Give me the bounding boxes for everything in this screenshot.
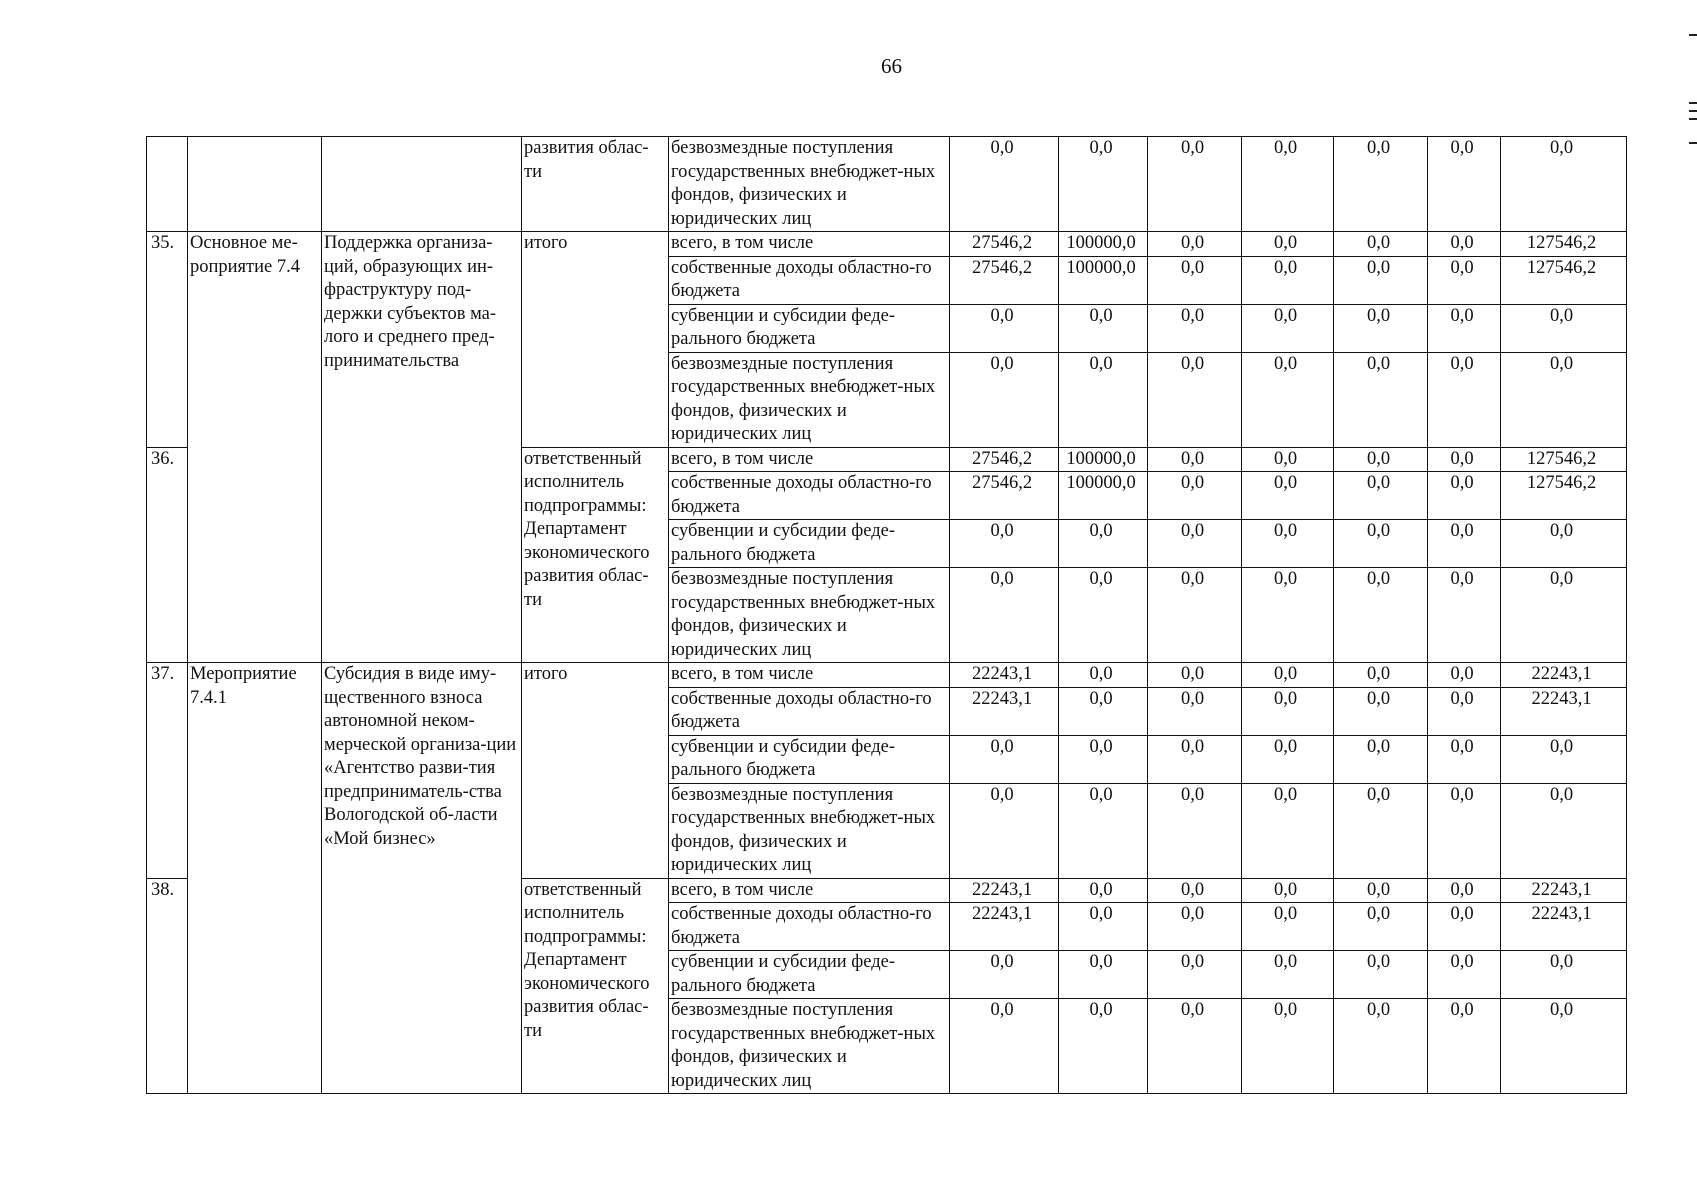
value-cell: 0,0 <box>1059 352 1148 447</box>
funding-source-cell: безвозмездные поступления государственных внебюджет-ных фондов, физических и юридических лиц <box>669 999 950 1094</box>
value-cell: 100000,0 <box>1059 256 1148 304</box>
measure-cell: Основное ме-роприятие 7.4 <box>188 232 322 663</box>
value-cell: 0,0 <box>1334 999 1428 1094</box>
value-cell: 0,0 <box>950 783 1059 878</box>
value-cell: 0,0 <box>1059 520 1148 568</box>
value-cell: 0,0 <box>1148 999 1242 1094</box>
page-number: 66 <box>881 54 902 78</box>
value-cell: 0,0 <box>1501 735 1627 783</box>
value-cell: 0,0 <box>1428 352 1501 447</box>
value-cell: 0,0 <box>1428 735 1501 783</box>
table-row <box>147 663 1627 688</box>
value-cell: 0,0 <box>1242 903 1334 951</box>
value-cell: 0,0 <box>1428 520 1501 568</box>
value-cell: 0,0 <box>1428 783 1501 878</box>
value-cell: 0,0 <box>1148 663 1242 688</box>
value-cell: 0,0 <box>1059 903 1148 951</box>
value-cell: 0,0 <box>1428 878 1501 903</box>
value-cell: 127546,2 <box>1501 256 1627 304</box>
value-cell: 0,0 <box>950 304 1059 352</box>
value-cell: 100000,0 <box>1059 232 1148 257</box>
value-cell: 0,0 <box>1242 568 1334 663</box>
value-cell: 0,0 <box>1242 232 1334 257</box>
value-cell: 127546,2 <box>1501 472 1627 520</box>
value-cell: 0,0 <box>1501 137 1627 232</box>
value-cell: 0,0 <box>1059 999 1148 1094</box>
edge-mark <box>1689 118 1697 120</box>
value-cell: 0,0 <box>1501 304 1627 352</box>
executor-cell: ответственный исполнитель подпрограммы: Департамент экономического развития облас-ти <box>522 878 669 1094</box>
edge-mark <box>1689 110 1697 112</box>
value-cell: 0,0 <box>1334 878 1428 903</box>
value-cell: 0,0 <box>1242 783 1334 878</box>
value-cell: 0,0 <box>1242 999 1334 1094</box>
value-cell: 127546,2 <box>1501 232 1627 257</box>
measure-cell: Мероприятие 7.4.1 <box>188 663 322 1094</box>
funding-source-cell: всего, в том числе <box>669 447 950 472</box>
value-cell: 0,0 <box>1242 256 1334 304</box>
value-cell: 0,0 <box>1334 687 1428 735</box>
value-cell: 0,0 <box>1428 999 1501 1094</box>
value-cell: 0,0 <box>1501 568 1627 663</box>
row-number-cell: 38. <box>147 878 188 1094</box>
funding-source-cell: субвенции и субсидии феде-рального бюджета <box>669 304 950 352</box>
funding-source-cell: субвенции и субсидии феде-рального бюджета <box>669 951 950 999</box>
value-cell: 0,0 <box>1242 878 1334 903</box>
value-cell: 0,0 <box>1428 256 1501 304</box>
value-cell: 0,0 <box>1428 903 1501 951</box>
value-cell: 27546,2 <box>950 447 1059 472</box>
value-cell: 0,0 <box>1334 903 1428 951</box>
value-cell: 0,0 <box>1428 663 1501 688</box>
funding-source-cell: всего, в том числе <box>669 663 950 688</box>
value-cell: 22243,1 <box>1501 687 1627 735</box>
value-cell: 0,0 <box>1148 878 1242 903</box>
table-row <box>147 137 1627 232</box>
value-cell: 0,0 <box>1059 304 1148 352</box>
description-cell: Субсидия в виде иму-щественного взноса автономной неком-мерческой организа-ции «Агентство разви-тия предприниматель-ства Вологодской об-ласти «Мой бизнес» <box>322 663 522 1094</box>
value-cell: 0,0 <box>1334 352 1428 447</box>
value-cell: 0,0 <box>1059 568 1148 663</box>
value-cell: 0,0 <box>1059 663 1148 688</box>
funding-source-cell: собственные доходы областно-го бюджета <box>669 903 950 951</box>
value-cell: 0,0 <box>1059 878 1148 903</box>
funding-source-cell: безвозмездные поступления государственных внебюджет-ных фондов, физических и юридических лиц <box>669 137 950 232</box>
value-cell: 22243,1 <box>1501 878 1627 903</box>
value-cell: 27546,2 <box>950 472 1059 520</box>
edge-mark <box>1689 142 1697 144</box>
value-cell: 0,0 <box>1501 951 1627 999</box>
value-cell: 0,0 <box>1148 256 1242 304</box>
value-cell: 0,0 <box>1428 687 1501 735</box>
value-cell: 0,0 <box>1334 304 1428 352</box>
value-cell: 100000,0 <box>1059 472 1148 520</box>
value-cell: 0,0 <box>1334 256 1428 304</box>
value-cell: 0,0 <box>950 352 1059 447</box>
value-cell: 0,0 <box>1428 472 1501 520</box>
description-cell <box>322 137 522 232</box>
value-cell: 0,0 <box>1148 783 1242 878</box>
funding-source-cell: безвозмездные поступления государственных внебюджет-ных фондов, физических и юридических лиц <box>669 783 950 878</box>
executor-cell: развития облас-ти <box>522 137 669 232</box>
edge-mark <box>1689 34 1697 36</box>
value-cell: 0,0 <box>1501 999 1627 1094</box>
table-row <box>147 232 1627 257</box>
funding-source-cell: безвозмездные поступления государственных внебюджет-ных фондов, физических и юридических лиц <box>669 568 950 663</box>
funding-source-cell: собственные доходы областно-го бюджета <box>669 472 950 520</box>
value-cell: 0,0 <box>1242 520 1334 568</box>
value-cell: 100000,0 <box>1059 447 1148 472</box>
funding-source-cell: всего, в том числе <box>669 232 950 257</box>
value-cell: 0,0 <box>1242 137 1334 232</box>
value-cell: 0,0 <box>1242 472 1334 520</box>
value-cell: 127546,2 <box>1501 447 1627 472</box>
value-cell: 0,0 <box>1148 520 1242 568</box>
value-cell: 0,0 <box>950 568 1059 663</box>
value-cell: 22243,1 <box>950 687 1059 735</box>
executor-cell: итого <box>522 232 669 448</box>
row-number-cell: 36. <box>147 447 188 663</box>
value-cell: 0,0 <box>1334 568 1428 663</box>
row-number-cell: 37. <box>147 663 188 879</box>
funding-source-cell: собственные доходы областно-го бюджета <box>669 256 950 304</box>
value-cell: 0,0 <box>1428 137 1501 232</box>
value-cell: 0,0 <box>1242 951 1334 999</box>
value-cell: 0,0 <box>1334 735 1428 783</box>
value-cell: 0,0 <box>1242 352 1334 447</box>
row-number-cell <box>147 137 188 232</box>
value-cell: 0,0 <box>1148 735 1242 783</box>
value-cell: 0,0 <box>1334 232 1428 257</box>
value-cell: 0,0 <box>1428 447 1501 472</box>
executor-cell: ответственный исполнитель подпрограммы: Департамент экономического развития облас-ти <box>522 447 669 663</box>
value-cell: 0,0 <box>1059 783 1148 878</box>
table-body <box>147 137 1627 1094</box>
value-cell: 0,0 <box>1334 447 1428 472</box>
edge-mark <box>1689 102 1697 104</box>
value-cell: 0,0 <box>1334 520 1428 568</box>
value-cell: 0,0 <box>1148 472 1242 520</box>
measure-cell <box>188 137 322 232</box>
value-cell: 0,0 <box>950 520 1059 568</box>
row-number-cell: 35. <box>147 232 188 448</box>
funding-source-cell: безвозмездные поступления государственных внебюджет-ных фондов, физических и юридических лиц <box>669 352 950 447</box>
value-cell: 0,0 <box>1242 447 1334 472</box>
value-cell: 27546,2 <box>950 232 1059 257</box>
value-cell: 0,0 <box>1334 472 1428 520</box>
funding-source-cell: субвенции и субсидии феде-рального бюджета <box>669 735 950 783</box>
value-cell: 0,0 <box>1148 137 1242 232</box>
value-cell: 22243,1 <box>1501 663 1627 688</box>
value-cell: 0,0 <box>1059 137 1148 232</box>
value-cell: 0,0 <box>1059 735 1148 783</box>
value-cell: 0,0 <box>950 999 1059 1094</box>
value-cell: 0,0 <box>950 951 1059 999</box>
value-cell: 0,0 <box>1501 783 1627 878</box>
value-cell: 0,0 <box>1334 137 1428 232</box>
value-cell: 0,0 <box>1148 568 1242 663</box>
value-cell: 22243,1 <box>950 663 1059 688</box>
description-cell: Поддержка организа-ций, образующих ин-фраструктуру под-держки субъектов ма-лого и среднего пред-принимательства <box>322 232 522 663</box>
value-cell: 0,0 <box>1059 951 1148 999</box>
value-cell: 22243,1 <box>1501 903 1627 951</box>
value-cell: 0,0 <box>1242 735 1334 783</box>
value-cell: 0,0 <box>1148 687 1242 735</box>
value-cell: 22243,1 <box>950 878 1059 903</box>
value-cell: 0,0 <box>1334 663 1428 688</box>
value-cell: 0,0 <box>1242 687 1334 735</box>
funding-source-cell: субвенции и субсидии феде-рального бюджета <box>669 520 950 568</box>
value-cell: 0,0 <box>1148 903 1242 951</box>
value-cell: 0,0 <box>1334 783 1428 878</box>
value-cell: 0,0 <box>1428 304 1501 352</box>
value-cell: 0,0 <box>1242 663 1334 688</box>
value-cell: 0,0 <box>1148 951 1242 999</box>
value-cell: 0,0 <box>1428 568 1501 663</box>
executor-cell: итого <box>522 663 669 879</box>
value-cell: 27546,2 <box>950 256 1059 304</box>
value-cell: 0,0 <box>1059 687 1148 735</box>
value-cell: 22243,1 <box>950 903 1059 951</box>
value-cell: 0,0 <box>950 735 1059 783</box>
value-cell: 0,0 <box>950 137 1059 232</box>
value-cell: 0,0 <box>1148 447 1242 472</box>
value-cell: 0,0 <box>1148 352 1242 447</box>
value-cell: 0,0 <box>1148 232 1242 257</box>
funding-source-cell: собственные доходы областно-го бюджета <box>669 687 950 735</box>
funding-source-cell: всего, в том числе <box>669 878 950 903</box>
budget-table <box>146 136 1627 1094</box>
value-cell: 0,0 <box>1501 352 1627 447</box>
value-cell: 0,0 <box>1428 951 1501 999</box>
value-cell: 0,0 <box>1242 304 1334 352</box>
value-cell: 0,0 <box>1148 304 1242 352</box>
value-cell: 0,0 <box>1428 232 1501 257</box>
value-cell: 0,0 <box>1501 520 1627 568</box>
value-cell: 0,0 <box>1334 951 1428 999</box>
